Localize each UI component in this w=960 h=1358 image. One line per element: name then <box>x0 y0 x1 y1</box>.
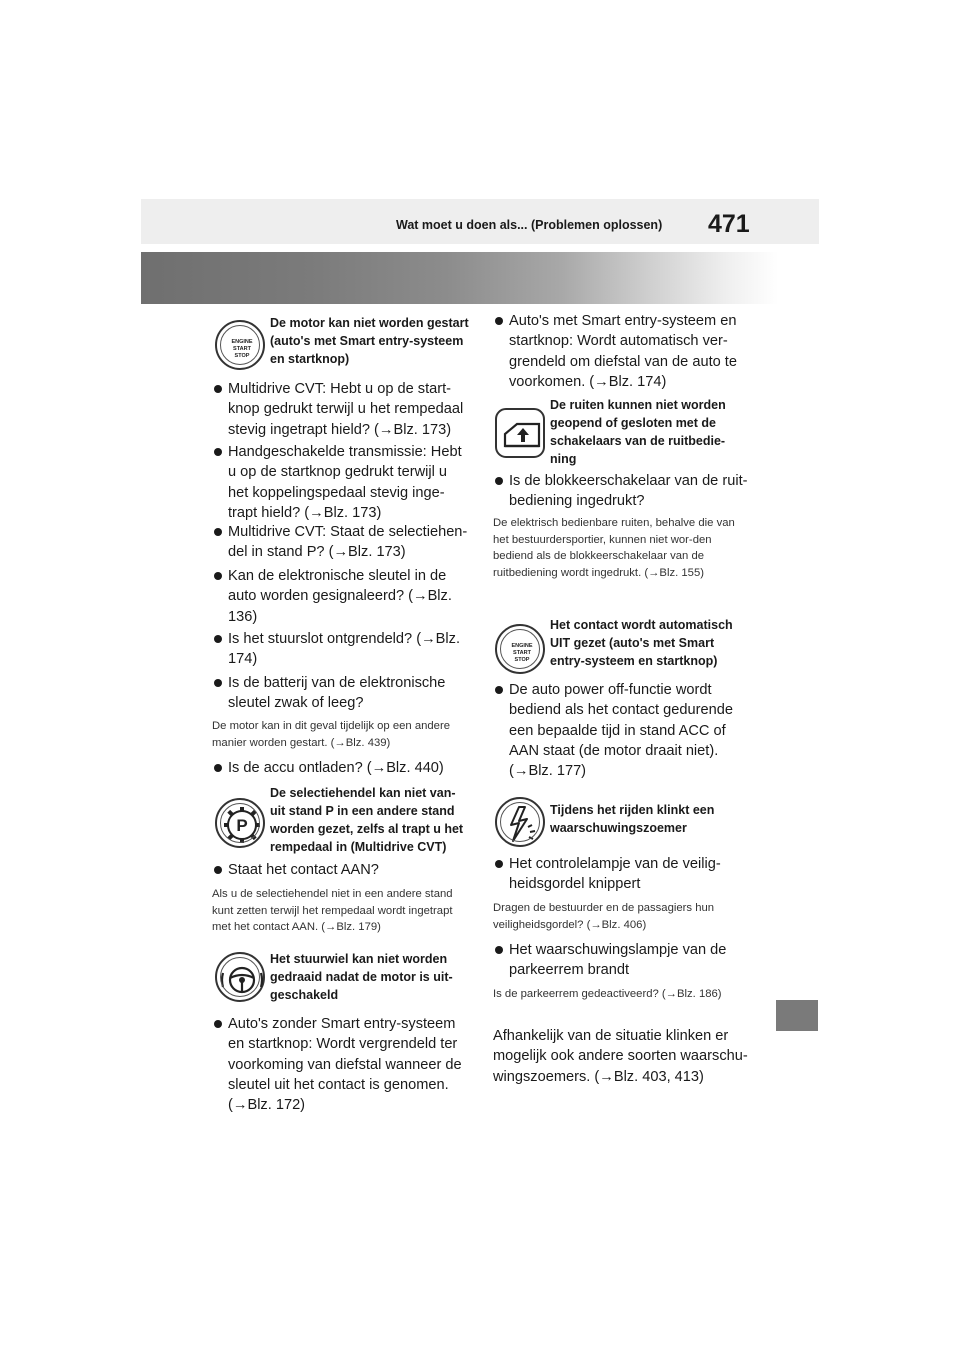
list-item: Staat het contact AAN? <box>228 860 468 880</box>
svg-text:P: P <box>236 816 248 835</box>
heading-engine-not-start: De motor kan niet worden gestart (auto's met Smart entry-systeem en startknop) <box>270 316 469 366</box>
list-item: Is het stuurslot ontgrendeld? (→Blz. 174) <box>228 629 468 670</box>
window-switch-icon <box>495 408 545 458</box>
list-item: Kan de elektronische sleutel in de auto worden gesignaleerd? (→Blz. 136) <box>228 566 468 627</box>
list-item: Is de blokkeerschakelaar van de ruit-bediening ingedrukt? <box>509 471 749 512</box>
list-item: Is de batterij van de elektronische sleutel zwak of leeg? <box>228 673 468 714</box>
note-text: De motor kan in dit geval tijdelijk op een andere manier worden gestart. (→Blz. 439) <box>212 720 451 749</box>
list-item: Is de accu ontladen? (→Blz. 440) <box>228 758 468 778</box>
list-item: Het waarschuwingslampje van de parkeerrem brandt <box>509 940 749 981</box>
stop-label: STOP <box>234 353 250 359</box>
list-item: Multidrive CVT: Staat de selectiehen-del in stand P? (→Blz. 173) <box>228 522 468 563</box>
list-item: De auto power off-functie wordt bediend als het contact gedurende een bepaalde tijd in stand ACC of AAN staat (de motor draait niet). (→Blz. 177) <box>509 680 749 781</box>
chapter-side-tab <box>776 1000 818 1031</box>
section-gradient-band <box>141 252 819 304</box>
heading-windows-not-operate: De ruiten kunnen niet worden geopend of gesloten met de schakelaars van de ruitbedie-ning <box>550 398 726 466</box>
page-number: 471 <box>708 210 750 238</box>
page-header-title: Wat moet u doen als... (Problemen oplossen) <box>396 218 663 232</box>
engine-label: ENGINE <box>231 339 253 345</box>
list-item: Auto's zonder Smart entry-systeem en startknop: Wordt vergrendeld ter voorkoming van diefstal wanneer de sleutel uit het contact is genomen. (→Blz. 172) <box>228 1014 468 1115</box>
warning-buzzer-icon <box>495 797 545 847</box>
note-text: Dragen de bestuurder en de passagiers hun veiligheidsgordel? (→Blz. 406) <box>493 902 715 931</box>
list-item: Auto's met Smart entry-systeem en startknop: Wordt automatisch ver-grendeld om diefstal van de auto te voorkomen. (→Blz. 174) <box>509 311 749 392</box>
list-item: Multidrive CVT: Hebt u op de start-knop gedrukt terwijl u het rempedaal stevig ingetrapt hield? (→Blz. 173) <box>228 379 468 440</box>
stop-label: STOP <box>514 657 530 663</box>
note-text: De elektrisch bedienbare ruiten, behalve die van het bestuurdersportier, kunnen niet wor-den bediend als de blokkeerschakelaar van de ruitbediening wordt ingedrukt. (→Blz. 155) <box>493 517 735 580</box>
note-text: Als u de selectiehendel niet in een andere stand kunt zetten terwijl het rempedaal wordt ingetrapt met het contact AAN. (→Blz. 179) <box>212 888 453 934</box>
park-gear-icon <box>215 798 265 848</box>
note-text: Is de parkeerrem gedeactiveerd? (→Blz. 186) <box>493 988 722 1000</box>
engine-start-stop-icon <box>495 624 545 674</box>
heading-steering-locked: Het stuurwiel kan niet worden gedraaid nadat de motor is uit-geschakeld <box>270 952 453 1002</box>
start-label: START <box>513 650 531 656</box>
heading-auto-power-off: Het contact wordt automatisch UIT gezet (auto's met Smart entry-systeem en startknop) <box>550 618 733 668</box>
body-paragraph: Afhankelijk van de situatie klinken er mogelijk ook andere soorten waarschu-wingszoemers. (→Blz. 403, 413) <box>493 1028 748 1085</box>
list-item: Handgeschakelde transmissie: Hebt u op de startknop gedrukt terwijl u het koppelingspedaal stevig inge-trapt hield? (→Blz. 173) <box>228 442 468 523</box>
list-item: Het controlelampje van de veilig-heidsgordel knippert <box>509 854 749 895</box>
heading-buzzer-sounds: Tijdens het rijden klinkt een waarschuwingszoemer <box>550 803 715 835</box>
start-label: START <box>233 346 251 352</box>
engine-label: ENGINE <box>511 643 533 649</box>
steering-lock-icon <box>215 952 265 1002</box>
heading-shift-lever-stuck: De selectiehendel kan niet van-uit stand P in een andere stand worden gezet, zelfs al trapt u het rempedaal in (Multidrive CVT) <box>270 786 464 854</box>
engine-start-stop-icon <box>215 320 265 370</box>
